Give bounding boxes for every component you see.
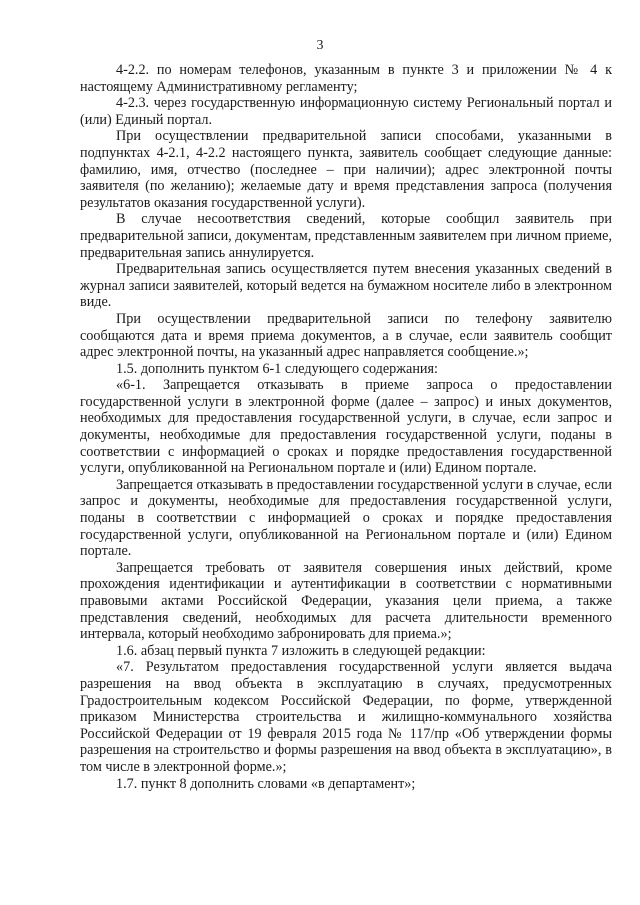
paragraph: 1.6. абзац первый пункта 7 изложить в следующей редакции: xyxy=(116,642,486,659)
paragraph: 1.7. пункт 8 дополнить словами «в департамент»; xyxy=(116,775,416,792)
paragraph: При осуществлении предварительной записи по телефону заявителю сообщаются дата и время приема документов, а в случае, если заявитель сообщит адрес электронной почты, на указанный адрес направляется сообщение.»; xyxy=(80,310,612,361)
paragraph: Запрещается отказывать в предоставлении государственной услуги в случае, если запрос и документы, необходимые для предоставления государственной услуги, поданы в соответствии с информацией о сроках и порядке предоставления государственной услуги, опубликованной на Региональном портале и (или) Едином портале. xyxy=(80,476,612,560)
paragraph: В случае несоответствия сведений, которые сообщил заявитель при предварительной записи, документам, представленным заявителем при личном приеме, предварительная запись аннулируется. xyxy=(80,211,612,261)
paragraph: 4-2.2. по номерам телефонов, указанным в пункте 3 и приложении № 4 к настоящему Административному регламенту; xyxy=(80,62,612,95)
paragraph: «7. Результатом предоставления государственной услуги является выдача разрешения на ввод объекта в эксплуатацию в случаях, предусмотренных Градостроительным кодексом Российской Федерации, по форме, утвержденной приказом Министерства строительства и жилищно-коммунального хозяйства Российской Федерации от 19 февраля 2015 года № 117/пр «Об утверждении формы разрешения на строительство и формы разрешения на ввод объекта в эксплуатацию», в том числе в электронной форме.»; xyxy=(80,659,612,775)
document-body xyxy=(80,62,612,792)
paragraph: 4-2.3. через государственную информационную систему Региональный портал и (или) Единый портал. xyxy=(80,95,612,128)
paragraph: При осуществлении предварительной записи способами, указанными в подпунктах 4-2.1, 4-2.2 настоящего пункта, заявитель сообщает следующие данные: фамилию, имя, отчество (последнее – при наличии); адрес электронной почты заявителя (по желанию); желаемые дату и время представления запроса (получения результатов оказания государственной услуги). xyxy=(80,128,612,211)
page-number: 3 xyxy=(316,38,324,53)
paragraph: 1.5. дополнить пунктом 6-1 следующего содержания: xyxy=(116,360,438,377)
paragraph: «6-1. Запрещается отказывать в приеме запроса о предоставлении государственной услуги в электронной форме (далее – запрос) и иных документов, необходимых для предоставления государственной услуги, в случае, если запрос и документы, необходимые для предоставления государственной услуги, поданы в соответствии с информацией о сроках и порядке предоставления государственной услуги, опубликованной на Региональном портале и (или) Едином портале. xyxy=(80,377,612,477)
paragraph: Предварительная запись осуществляется путем внесения указанных сведений в журнал записи заявителей, который ведется на бумажном носителе либо в электронном виде. xyxy=(80,261,612,311)
paragraph: Запрещается требовать от заявителя совершения иных действий, кроме прохождения идентификации и аутентификации в соответствии с нормативными правовыми актами Российской Федерации, указания цели приема, а также представления сведений, необходимых для расчета длительности временного интервала, который необходимо забронировать для приема.»; xyxy=(80,559,612,643)
